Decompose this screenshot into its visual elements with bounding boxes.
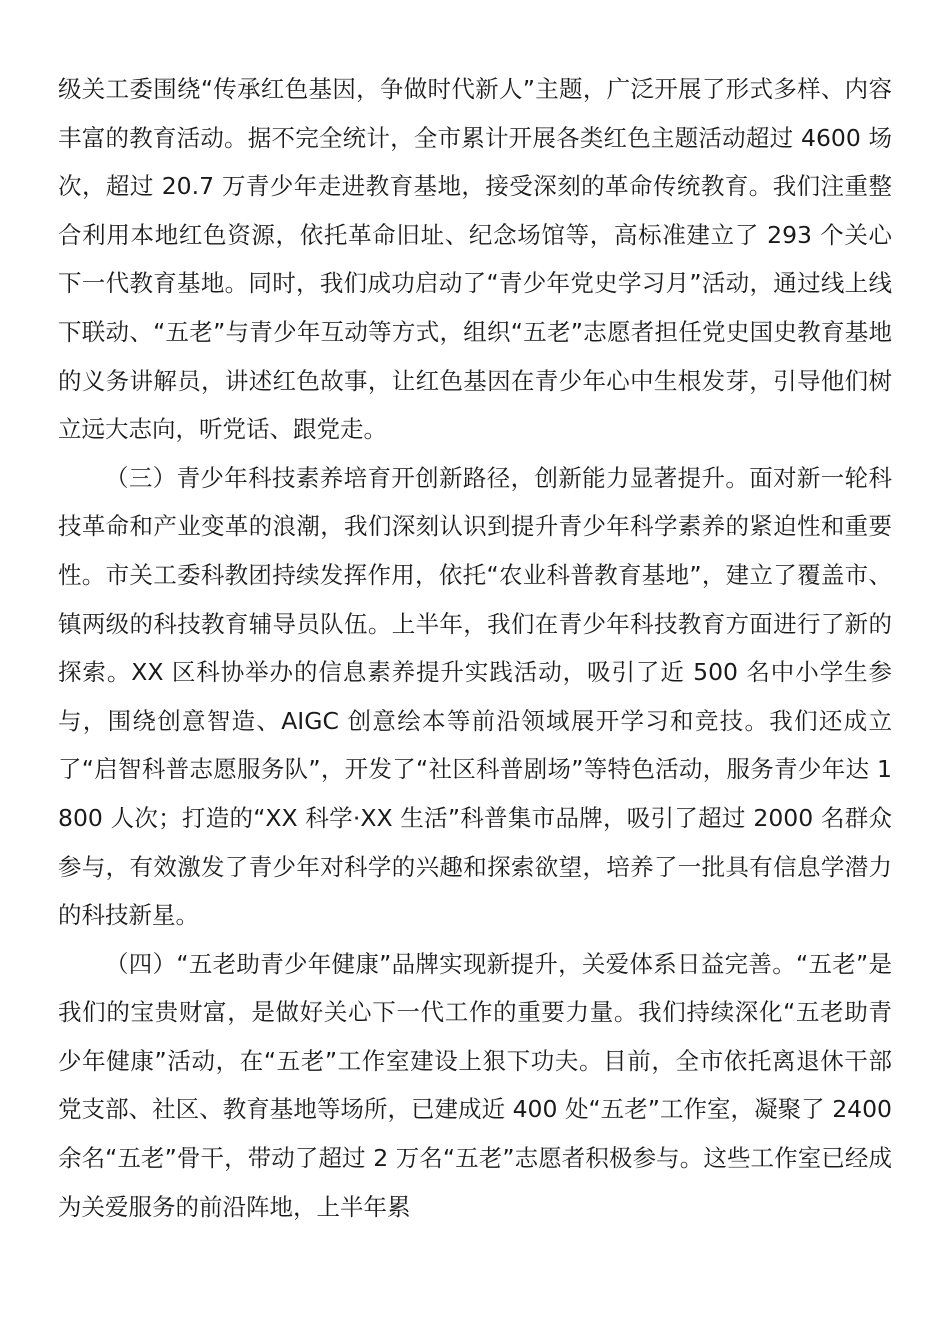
paragraph-five-elders-health: （四）“五老助青少年健康”品牌实现新提升，关爱体系日益完善。“五老”是我们的宝贵财富，是做好关心下一代工作的重要力量。我们持续深化“五老助青少年健康”活动，在“五老”工作室建设上狠下功夫。目前，全市依托离退休干部党支部、社区、教育基地等场所，已建成近 400 处“五老”工作室，凝聚了 2400 余名“五老”骨干，带动了超过 2 万名“五老”志愿者积极参与。这些工作室已经成为关爱服务的前沿阵地，上半年累: [58, 949, 892, 1221]
paragraph-tech-literacy: （三）青少年科技素养培育开创新路径，创新能力显著提升。面对新一轮科技革命和产业变革的浪潮，我们深刻认识到提升青少年科学素养的紧迫性和重要性。市关工委科教团持续发挥作用，依托“农业科普教育基地”，建立了覆盖市、镇两级的科技教育辅导员队伍。上半年，我们在青少年科技教育方面进行了新的探索。XX 区科协举办的信息素养提升实践活动，吸引了近 500 名中小学生参与，围绕创意智造、AIGC 创意绘本等前沿领域展开学习和竞技。我们还成立了“启智科普志愿服务队”，开发了“社区科普剧场”等特色活动，服务青少年达 1800 人次；打造的“XX 科学·XX 生活”科普集市品牌，吸引了超过 2000 名群众参与，有效激发了青少年对科学的兴趣和探索欲望，培养了一批具有信息学潜力的科技新星。: [58, 463, 892, 930]
document-body: [58, 65, 892, 1231]
paragraph-red-education-activities: 级关工委围绕“传承红色基因，争做时代新人”主题，广泛开展了形式多样、内容丰富的教育活动。据不完全统计，全市累计开展各类红色主题活动超过 4600 场次，超过 20.7 万青少年走进教育基地，接受深刻的革命传统教育。我们注重整合利用本地红色资源，依托革命旧址、纪念场馆等，高标准建立了 293 个关心下一代教育基地。同时，我们成功启动了“青少年党史学习月”活动，通过线上线下联动、“五老”与青少年互动等方式，组织“五老”志愿者担任党史国史教育基地的义务讲解员，讲述红色故事，让红色基因在青少年心中生根发芽，引导他们树立远大志向，听党话、跟党走。: [58, 75, 892, 444]
